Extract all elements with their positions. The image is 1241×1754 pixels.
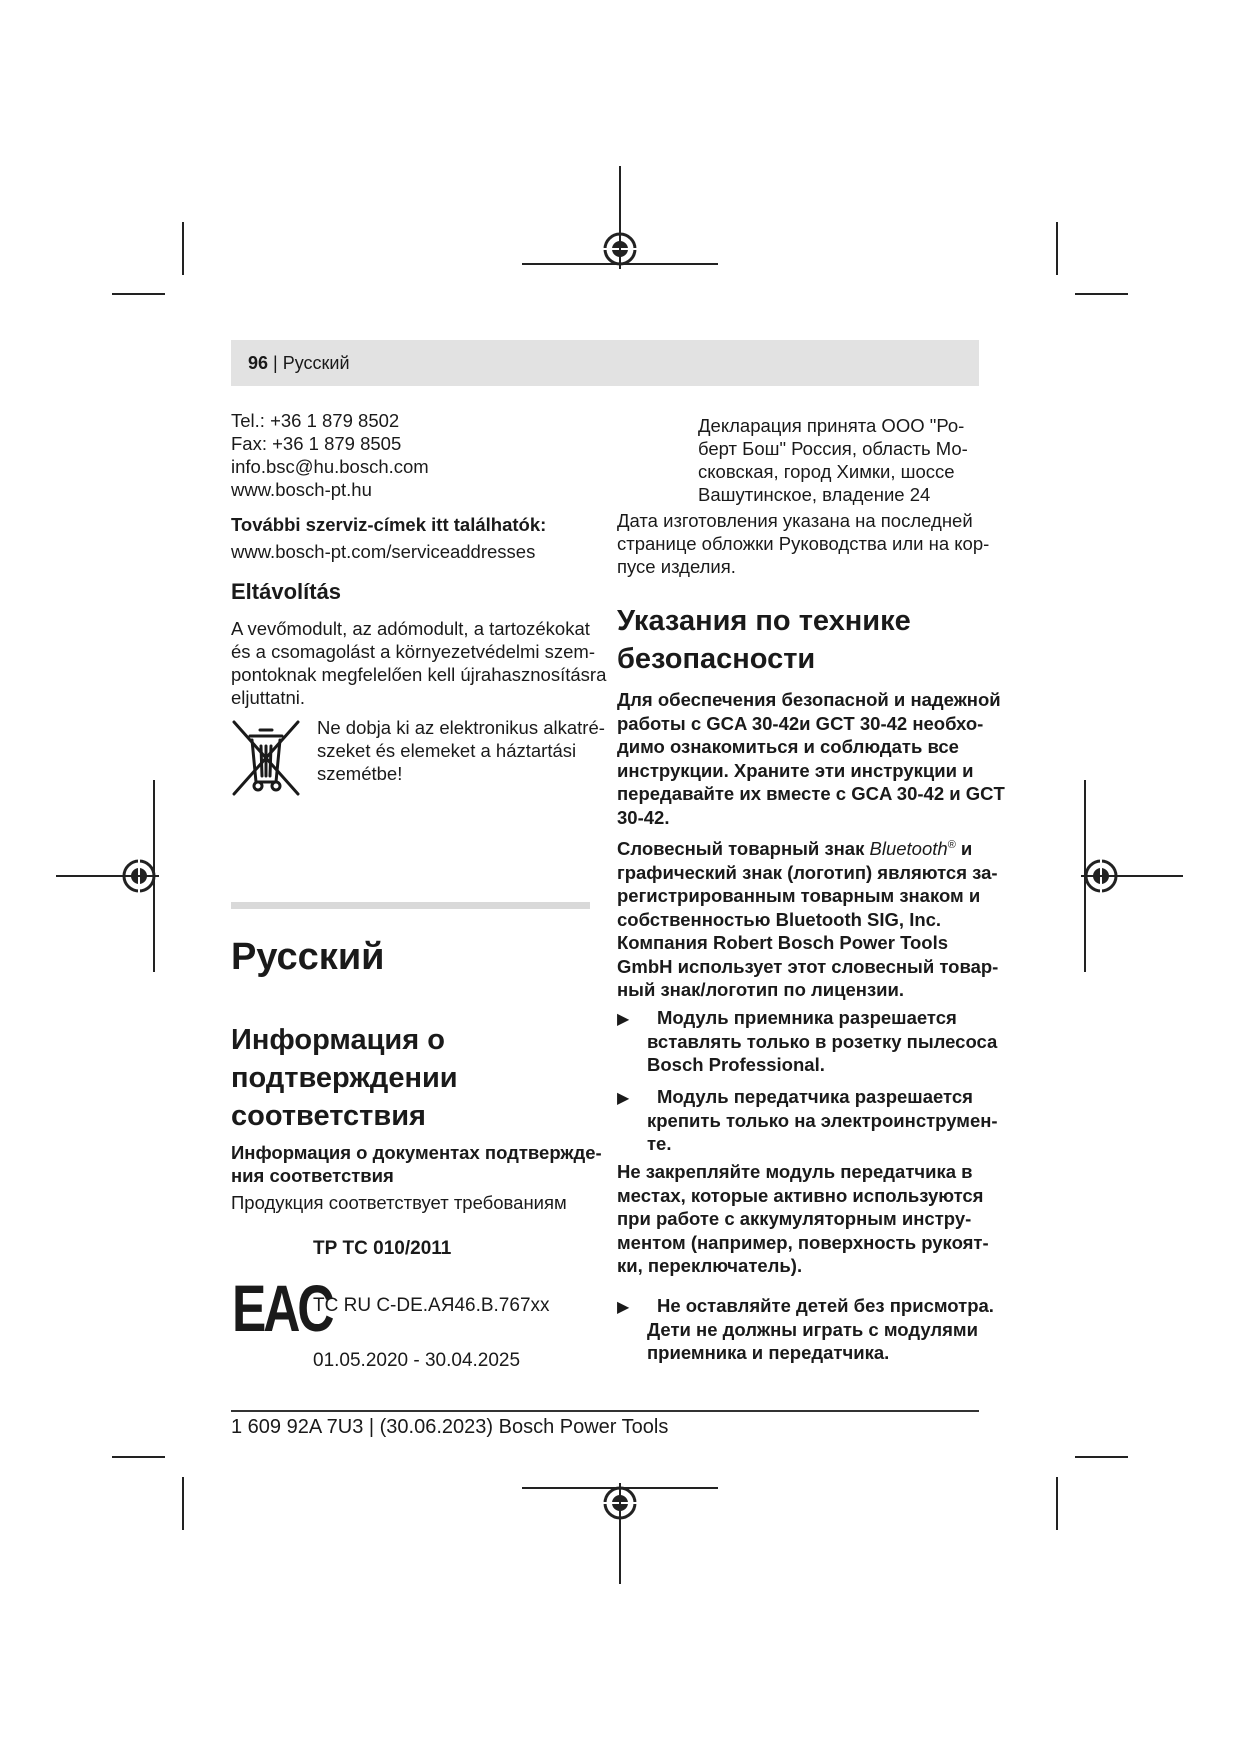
bullet-line: Не оставляйте детей без присмотра. [657,1295,994,1316]
bluetooth-line: Компания Robert Bosch Power Tools [617,932,949,954]
safety-intro-line: инструкции. Храните эти инструкции и [617,759,974,781]
registration-target-right [1081,856,1121,896]
bullet-icon: ▶ [617,1090,630,1107]
page-header [248,352,350,374]
bullet-transmitter-module [647,1085,998,1156]
docs-heading-line: Информация о документах подтвержде- [231,1142,602,1163]
conformity-heading-line: Информация о [231,1024,445,1056]
section-separator [231,902,590,909]
weee-line: Ne dobja ki az elektronikus alkatré- [317,717,605,738]
header-separator: | [273,353,278,373]
declaration-line: сковская, город Химки, шоссе [698,461,955,482]
bluetooth-line: собственностью Bluetooth SIG, Inc. [617,908,942,930]
contact-block [231,409,591,501]
validity-period: 01.05.2020 - 30.04.2025 [313,1350,521,1371]
safety-intro-line: работы с GCA 30-42и GCT 30-42 необхо- [617,712,984,734]
manufacture-line: Дата изготовления указана на последней [617,510,973,531]
docs-text: Продукция соответствует требованиям [231,1192,567,1213]
bullet-line: Bosch Professional. [647,1054,825,1075]
manufacture-line: странице обложки Руководства или на кор- [617,533,990,554]
warning-line: при работе с аккумуляторным инстру- [617,1208,972,1229]
bullet-receiver-module [647,1006,998,1077]
declaration-block [698,414,978,506]
safety-intro-line: димо ознакомиться и соблюдать все [617,736,959,757]
safety-intro [617,688,1005,829]
warning-line: ментом (например, поверхность рукоят- [617,1231,989,1253]
weee-line: szeket és elemeket a háztartási [317,740,577,761]
conformity-heading-line: подтверждении [231,1062,458,1094]
service-url: www.bosch-pt.com/serviceaddresses [231,541,536,562]
contact-email: info.bsc@hu.bosch.com [231,456,429,477]
eac-mark: EAC [232,1271,332,1345]
bluetooth-line-1 [617,834,979,861]
warning-line: местах, которые активно используются [617,1184,984,1206]
bullet-line: крепить только на электроинструмен- [647,1109,998,1131]
weee-note [317,716,605,785]
declaration-line: Декларация принята ООО "Ро- [698,415,965,436]
bullet-line: приемника и передатчика. [647,1342,890,1363]
header-language: Русский [282,353,350,373]
disposal-heading: Eltávolítás [231,579,342,604]
footer-rule [231,1410,979,1412]
registered-mark: ® [947,839,956,851]
bluetooth-line: ный знак/логотип по лицензии. [617,979,905,1001]
certificate-number: TC RU C-DE.АЯ46.В.767хх [313,1295,550,1316]
bullet-line: Модуль приемника разрешается [657,1007,957,1028]
bullet-line: Модуль передатчика разрешается [657,1086,973,1107]
bluetooth-brand: Bluetooth [869,838,948,860]
bullet-line: Дети не должны играть с модулями [647,1318,978,1340]
conformity-heading-line: соответствия [231,1100,426,1132]
docs-heading-line: ния соответствия [231,1165,394,1186]
weee-line: szemétbe! [317,763,403,784]
disposal-line: A vevőmodult, az adómodult, a tartozékokat [231,618,590,639]
bluetooth-line: графический знак (логотип) являются за- [617,861,998,883]
service-heading: További szerviz-címek itt találhatók: [231,514,547,535]
bt-text-after: и [955,838,973,860]
safety-heading-line: Указания по технике [617,605,911,637]
bullet-line: вставлять только в розетку пылесоса [647,1030,998,1052]
bluetooth-line: регистрированным товарным знаком и [617,885,981,907]
crossed-bin-icon [230,718,302,798]
tr-ts-code: ТР ТС 010/2011 [313,1238,452,1259]
contact-tel: Tel.: +36 1 879 8502 [231,410,400,431]
bullet-line: те. [647,1133,672,1154]
disposal-line: pontoknak megfelelően kell újrahasznosításra [231,664,607,685]
contact-website: www.bosch-pt.hu [231,479,372,500]
page-footer: 1 609 92A 7U3 | (30.06.2023) Bosch Power Tools [231,1416,669,1438]
conformity-heading [231,1021,458,1135]
safety-intro-line: передавайте их вместе с GCA 30-42 и GCT [617,783,1005,804]
warning-line: ки, переключатель). [617,1255,803,1276]
section-title: Русский [231,936,385,978]
disposal-line: és a csomagolást a környezetvédelmi szem- [231,641,595,662]
safety-heading-line: безопасности [617,643,816,675]
bullet-icon: ▶ [617,1011,630,1028]
manufacture-line: пусе изделия. [617,556,736,577]
bluetooth-line: GmbH использует этот словесный товар- [617,955,999,977]
disposal-text [231,617,607,709]
manufacture-date-note [617,509,990,578]
safety-intro-line: 30-42. [617,806,670,828]
mounting-warning [617,1160,989,1278]
bullet-children-warning [647,1294,994,1365]
bt-text-before: Словесный товарный знак [617,838,870,860]
declaration-line: Вашутинское, владение 24 [698,484,931,505]
disposal-line: eljuttatni. [231,687,306,708]
bullet-icon: ▶ [617,1299,630,1316]
page-number: 96 [248,353,269,373]
contact-fax: Fax: +36 1 879 8505 [231,433,402,454]
safety-heading [617,602,911,678]
warning-line: Не закрепляйте модуль передатчика в [617,1161,973,1182]
bluetooth-trademark-note [617,834,999,1002]
safety-intro-line: Для обеспечения безопасной и надежной [617,689,1001,710]
declaration-line: берт Бош" Россия, область Мо- [698,438,968,459]
docs-heading [231,1141,602,1187]
service-block [231,513,591,563]
